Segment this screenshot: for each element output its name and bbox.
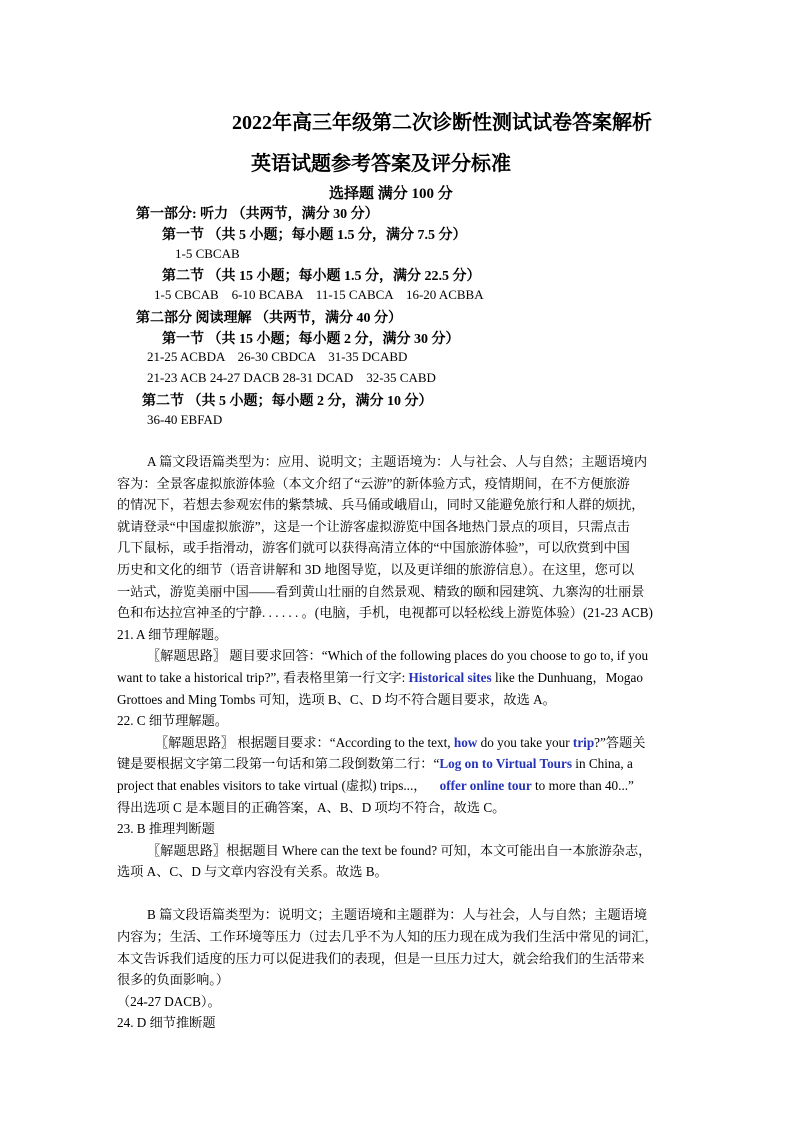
part1-sec2-heading: 第二节 （共 15 小题；每小题 1.5 分，满分 22.5 分） [162,269,481,284]
q22-highlight: trip [572,734,595,750]
q22-title: 22. C 细节理解题。 [117,713,228,729]
q22-highlight: offer online tour [439,777,532,793]
part1-sec2-answers: 1-5 CBCAB 6-10 BCABA 11-15 CABCA 16-20 ACBBA [154,287,484,302]
q23-title: 23. B 推理判断题 [117,821,215,837]
q24-title: 24. D 细节推断题 [117,1015,216,1031]
passage-a-line: A 篇文段语篇类型为：应用、说明文；主题语境为：人与社会、人与自然；主题语境内 [147,454,648,469]
q21-text: want to take a historical trip?”, 看表格里第一行文字: [117,669,409,685]
part2-answers-line2: 21-23 ACB 24-27 DACB 28-31 DCAD 32-35 CABD [147,370,436,385]
q22-text: 键是要根据文字第二段第一句话和第二段倒数第二行：“ [117,756,440,772]
q22-text: do you take your [477,734,573,750]
q22-highlight: how [453,734,478,750]
passage-b-line: （24-27 DACB）。 [117,993,221,1009]
blank-line [117,883,680,905]
passage-a-line: 容为：全景客虚拟旅游体验（本文介绍了“云游”的新体验方式，疫情期间，在不方便旅游 [117,475,630,491]
doc-title: 2022年高三年级第二次诊断性测试试卷答案解析 [232,112,652,134]
passage-a-line: 一站式，游览美丽中国——看到黄山壮丽的自然景观、精致的颐和园建筑、九寨沟的壮丽景 [117,583,645,599]
q22-line: 得出选项 C 是本题目的正确答案，A、B、D 项均不符合，故选 C。 [117,799,506,815]
part2-sec2-heading: 第二节 （共 5 小题；每小题 2 分，满分 10 分） [142,394,433,409]
q22-text: in China, a [572,756,633,772]
q21-highlight: Historical sites [408,669,492,685]
q23-line: 〖解题思路〗根据题目 Where can the text be found? 可知，本文可能出自一本旅游杂志， [147,842,652,858]
q22-text: to more than 40...” [531,777,634,793]
passage-a-line: 历史和文化的细节（语音讲解和 3D 地图导览，以及更详细的旅游信息）。在这里，您可以 [117,561,635,577]
q22-text: project that enables visitors to take virtual (虚拟) trips...， [117,777,440,793]
passage-b-line: 很多的负面影响。） [117,972,230,988]
part1-heading: 第一部分: 听力 （共两节，满分 30 分） [136,207,379,222]
q22-line [117,775,680,797]
part2-sec2-answers: 36-40 EBFAD [147,412,223,427]
q22-text: 〖解题思路〗 根据题目要求：“According to the text, [155,734,454,750]
passage-a-line: 几下鼠标，或手指滑动，游客们就可以获得高清立体的“中国旅游体验”，可以欣赏到中国 [117,540,630,556]
passage-b-line: B 篇文段语篇类型为：说明文；主题语境和主题群为：人与社会，人与自然；主题语境 [147,907,648,923]
passage-b-line: 本文告诉我们适度的压力可以促进我们的表现，但是一旦压力过大，就会给我们的生活带来 [117,950,645,966]
part1-sec1-heading: 第一节 （共 5 小题；每小题 1.5 分，满分 7.5 分） [162,228,467,243]
q21-line [117,667,680,689]
q22-line [117,753,680,775]
section-title: 选择题 满分 100 分 [329,186,453,202]
q21-text: like the Dunhuang，Mogao [491,669,643,685]
q21-line: 〖解题思路〗 题目要求回答：“Which of the following places do you choose to go to, if you [147,648,649,664]
q22-text: ?”答题关 [594,734,646,750]
part2-heading: 第二部分 阅读理解 （共两节，满分 40 分） [136,311,402,326]
passage-b-line: 内容为；生活、工作环境等压力（过去几乎不为人知的压力现在成为我们生活中常见的词汇， [117,929,658,945]
passage-a-line: 的情况下，若想去参观宏伟的紫禁城、兵马俑或峨眉山，同时又能避免旅行和人群的烦扰， [117,497,645,513]
passage-a-line: 就请登录“中国虚拟旅游”，这是一个让游客虚拟游览中国各地热门景点的项目，只需点击 [117,518,630,534]
q22-highlight: Log on to Virtual Tours [439,756,572,772]
passage-a-line: 色和布达拉宫神圣的宁静. . . . . . 。(电脑，手机，电视都可以轻松线上游览体验）(21-23 ACB) [117,605,653,621]
q23-line: 选项 A、C、D 与文章内容没有关系。故选 B。 [117,864,388,880]
passage-a [117,451,680,1034]
q22-line [117,732,680,754]
part2-sec1-heading: 第一节 （共 15 小题；每小题 2 分，满分 30 分） [162,332,460,347]
q21-title: 21. A 细节理解题。 [117,626,228,642]
q21-line: Grottoes and Ming Tombs 可知，选项 B、C、D 均不符合题目要求，故选 A。 [117,691,556,707]
doc-subtitle: 英语试题参考答案及评分标准 [251,153,511,175]
part2-answers-line1: 21-25 ACBDA 26-30 CBDCA 31-35 DCABD [147,349,408,364]
part1-sec1-answers: 1-5 CBCAB [175,246,240,261]
